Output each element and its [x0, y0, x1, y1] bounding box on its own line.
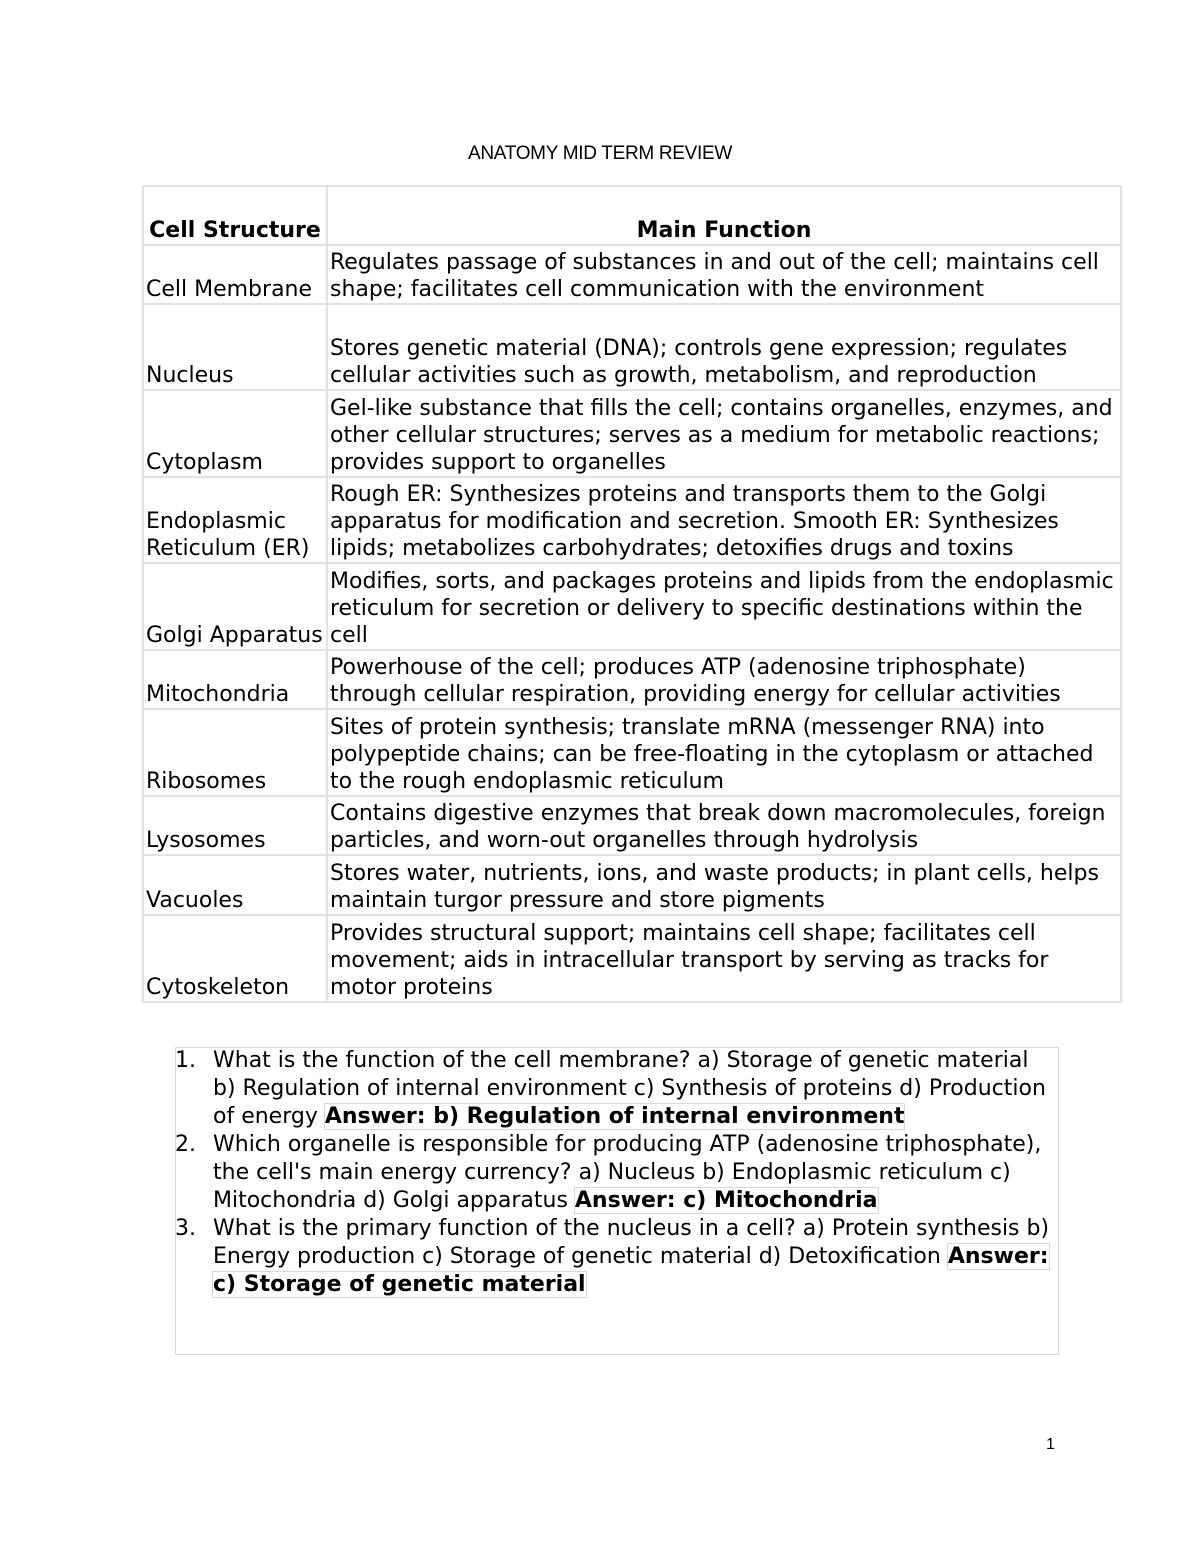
header-cell-structure: Cell Structure	[143, 186, 327, 245]
structure-cell: Cytoskeleton	[143, 915, 327, 1002]
function-cell: Rough ER: Synthesizes proteins and transports them to the Golgi apparatus for modification and secretion. Smooth ER: Synthesizes lipids; metabolizes carbohydrates; detoxifies drugs and toxins	[327, 477, 1121, 563]
function-cell: Provides structural support; maintains cell shape; facilitates cell movement; aids in intracellular transport by serving as tracks for motor proteins	[327, 915, 1121, 1002]
function-cell: Gel-like substance that fills the cell; contains organelles, enzymes, and other cellular structures; serves as a medium for metabolic reactions; provides support to organelles	[327, 390, 1121, 477]
table-row	[143, 650, 1121, 709]
structure-cell: Endoplasmic Reticulum (ER)	[143, 477, 327, 563]
function-cell: Sites of protein synthesis; translate mRNA (messenger RNA) into polypeptide chains; can be free-floating in the cytoplasm or attached to the rough endoplasmic reticulum	[327, 709, 1121, 796]
structure-cell: Cell Membrane	[143, 245, 327, 304]
structure-cell: Nucleus	[143, 304, 327, 390]
list-item	[175, 1215, 1055, 1299]
structure-cell: Cytoplasm	[143, 390, 327, 477]
question-text: What is the function of the cell membrane? a) Storage of genetic material b) Regulation of internal environment c) Synthesis of proteins d) Production of energy	[213, 1048, 1046, 1129]
structure-cell: Mitochondria	[143, 650, 327, 709]
table-row	[143, 245, 1121, 304]
list-item	[175, 1131, 1055, 1215]
question-list	[175, 1047, 1055, 1299]
table-row	[143, 709, 1121, 796]
function-cell: Stores genetic material (DNA); controls gene expression; regulates cellular activities such as growth, metabolism, and reproduction	[327, 304, 1121, 390]
structure-cell: Vacuoles	[143, 855, 327, 915]
list-item	[175, 1047, 1055, 1131]
answer-text: Answer: c) Mitochondria	[574, 1188, 878, 1213]
page-title: ANATOMY MID TERM REVIEW	[467, 143, 733, 164]
table-row	[143, 390, 1121, 477]
function-cell: Modifies, sorts, and packages proteins and lipids from the endoplasmic reticulum for secretion or delivery to specific destinations within the cell	[327, 563, 1121, 650]
table-row	[143, 477, 1121, 563]
structure-cell: Golgi Apparatus	[143, 563, 327, 650]
header-main-function: Main Function	[327, 186, 1121, 245]
table-row	[143, 563, 1121, 650]
question-number: 3.	[175, 1216, 196, 1241]
question-text: What is the primary function of the nucleus in a cell? a) Protein synthesis b) Energy production c) Storage of genetic material d) Detoxification	[213, 1216, 1050, 1269]
structure-cell: Lysosomes	[143, 796, 327, 855]
answer-text: Answer: b) Regulation of internal environment	[324, 1104, 905, 1129]
table-header-row	[143, 186, 1121, 245]
table-row	[143, 304, 1121, 390]
table-row	[143, 855, 1121, 915]
page-number: 1	[1046, 1436, 1055, 1453]
function-cell: Powerhouse of the cell; produces ATP (adenosine triphosphate) through cellular respiration, providing energy for cellular activities	[327, 650, 1121, 709]
function-cell: Contains digestive enzymes that break down macromolecules, foreign particles, and worn-out organelles through hydrolysis	[327, 796, 1121, 855]
question-text: Which organelle is responsible for producing ATP (adenosine triphosphate), the cell's main energy currency? a) Nucleus b) Endoplasmic reticulum c) Mitochondria d) Golgi apparatus	[213, 1132, 1042, 1213]
function-cell: Stores water, nutrients, ions, and waste products; in plant cells, helps maintain turgor pressure and store pigments	[327, 855, 1121, 915]
table-row	[143, 915, 1121, 1002]
cell-structure-table	[142, 185, 1122, 1003]
question-number: 2.	[175, 1132, 196, 1157]
table-row	[143, 796, 1121, 855]
function-cell: Regulates passage of substances in and out of the cell; maintains cell shape; facilitates cell communication with the environment	[327, 245, 1121, 304]
structure-cell: Ribosomes	[143, 709, 327, 796]
answer-text: Answer: c) Storage of genetic material	[213, 1244, 1049, 1297]
question-number: 1.	[175, 1048, 196, 1073]
